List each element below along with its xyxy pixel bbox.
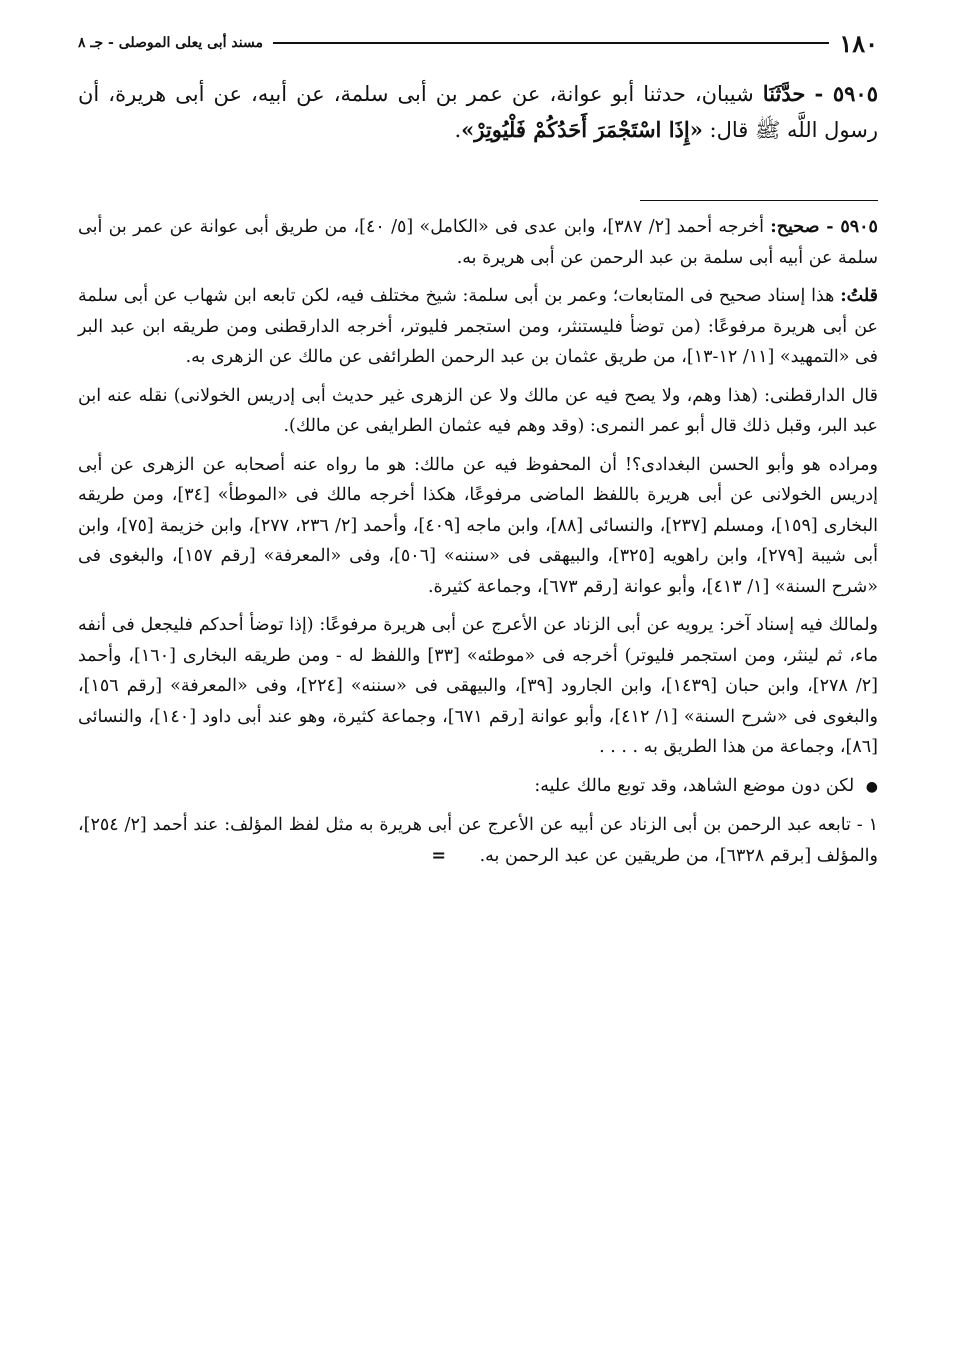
bullet-icon: ●: [865, 778, 878, 795]
hadith-end: .: [454, 118, 462, 142]
page-header: [78, 30, 878, 56]
commentary-paragraph-qultu: [78, 281, 878, 373]
commentary: [78, 212, 878, 879]
qultu-label: قلتُ:: [840, 286, 878, 306]
commentary-paragraph-second-isnad: ولمالك فيه إسناد آخر: يرويه عن أبى الزناد عن الأعرج عن أبى هريرة مرفوعًا: (إذا توضأ أحدكم فليجعل فى أنفه ماء، ثم لينثر، ومن استجمر فليوتر) أخرجه فى «موطئه» [٣٣] واللفظ له - ومن طريقه البخارى [١٦٠]، وأحمد [٢/ ٢٧٨]، وابن حبان [١٤٣٩]، وابن الجارود [٣٩]، والبيهقى فى «سننه» [٢٢٤]، وفى «المعرفة» [رقم ١٥٦]، والبغوى فى «شرح السنة» [١/ ٤١٢]، وأبو عوانة [رقم ٦٧١]، وجماعة كثيرة، وهو عند أبى داود [١٤٠]، والنسائى [٨٦]، وجماعة من هذا الطريق به . . . .: [78, 615, 879, 757]
hadith-isnad: شيبان، حدثنا أبو عوانة، عن عمر بن أبى سلمة، عن أبيه، عن أبى هريرة، أن رسول اللَّه ﷺ قال:: [78, 82, 878, 142]
hadith-matn: «إِذَا اسْتَجْمَرَ أَحَدُكُمْ فَلْيُوتِرْ»: [461, 117, 703, 142]
mutaba-text: لكن دون موضع الشاهد، وقد توبع مالك عليه:: [534, 775, 855, 796]
grade-text: أخرجه أحمد [٢/ ٣٨٧]، وابن عدى فى «الكامل» [٥/ ٤٠]، من طريق أبى عوانة عن عمر بن أبى سلمة عن أبيه أبى سلمة بن عبد الرحمن عن أبى هريرة به.: [78, 217, 878, 268]
hadith-lead-word: حدَّثَنَا: [762, 81, 806, 106]
commentary-paragraph-mutaba: [78, 771, 878, 803]
hadith-number: ٥٩٠٥ -: [814, 81, 878, 106]
qultu-text: هذا إسناد صحيح فى المتابعات؛ وعمر بن أبى سلمة: شيخ مختلف فيه، لكن تابعه ابن شهاب عن أبى سلمة عن أبى هريرة مرفوعًا: (من توضأ فليستنثر، ومن استجمر فليوتر، أخرجه الدارقطنى ومن طريقه ابن عبد البر فى «التمهيد» [١١/ ١٢-١٣]، من طريق عثمان بن عبد الرحمن الطرائفى عن مالك عن الزهرى به.: [78, 286, 878, 367]
continued-mark: =: [431, 845, 446, 866]
footnote-divider: [640, 200, 878, 201]
commentary-paragraph-mahfuz: ومراده هو وأبو الحسن البغدادى؟! أن المحفوظ فيه عن مالك: هو ما رواه عنه أصحابه عن الزهرى عن أبى إدريس الخولانى عن أبى هريرة باللفظ الماضى مرفوعًا، هكذا أخرجه مالك فى «الموطأ» [٣٤]، ومن طريقه البخارى [١٥٩]، ومسلم [٢٣٧]، والنسائى [٨٨]، وابن ماجه [٤٠٩]، وأحمد [٢/ ٢٣٦، ٢٧٧]، وابن خزيمة [٧٥]، وابن أبى شيبة [٢٧٩]، وابن راهويه [٣٢٥]، والبيهقى فى «سننه» [٥٠٦]، وفى «المعرفة» [رقم ١٥٧]، والبغوى فى «شرح السنة» [١/ ٤١٣]، وأبو عوانة [رقم ٦٧٣]، وجماعة كثيرة.: [78, 454, 879, 597]
commentary-paragraph-daraqutni: قال الدارقطنى: (هذا وهم، ولا يصح فيه عن مالك ولا عن الزهرى غير حديث أبى إدريس الخولانى) نقله عنه ابن عبد البر، وقبل ذلك قال أبو عمر النمرى: (وقد وهم فيه عثمان الطرايفى عن مالك).: [78, 385, 878, 436]
hadith-text: [78, 76, 878, 148]
running-title: مسند أبى يعلى الموصلى - جـ ٨: [78, 35, 263, 51]
commentary-paragraph-follow-1: [78, 810, 878, 871]
grade-label: ٥٩٠٥ - صحيح:: [770, 217, 878, 237]
commentary-paragraph-grading: [78, 212, 878, 273]
follow-1-text: ١ - تابعه عبد الرحمن بن أبى الزناد عن أبيه عن الأعرج عن أبى هريرة به مثل لفظ المؤلف: عند أحمد [٢/ ٢٥٤]، والمؤلف [برقم ٦٣٢٨]، من طريقين عن عبد الرحمن به.: [78, 815, 878, 866]
page-number: ١٨٠: [839, 28, 878, 58]
header-rule: [273, 42, 829, 44]
